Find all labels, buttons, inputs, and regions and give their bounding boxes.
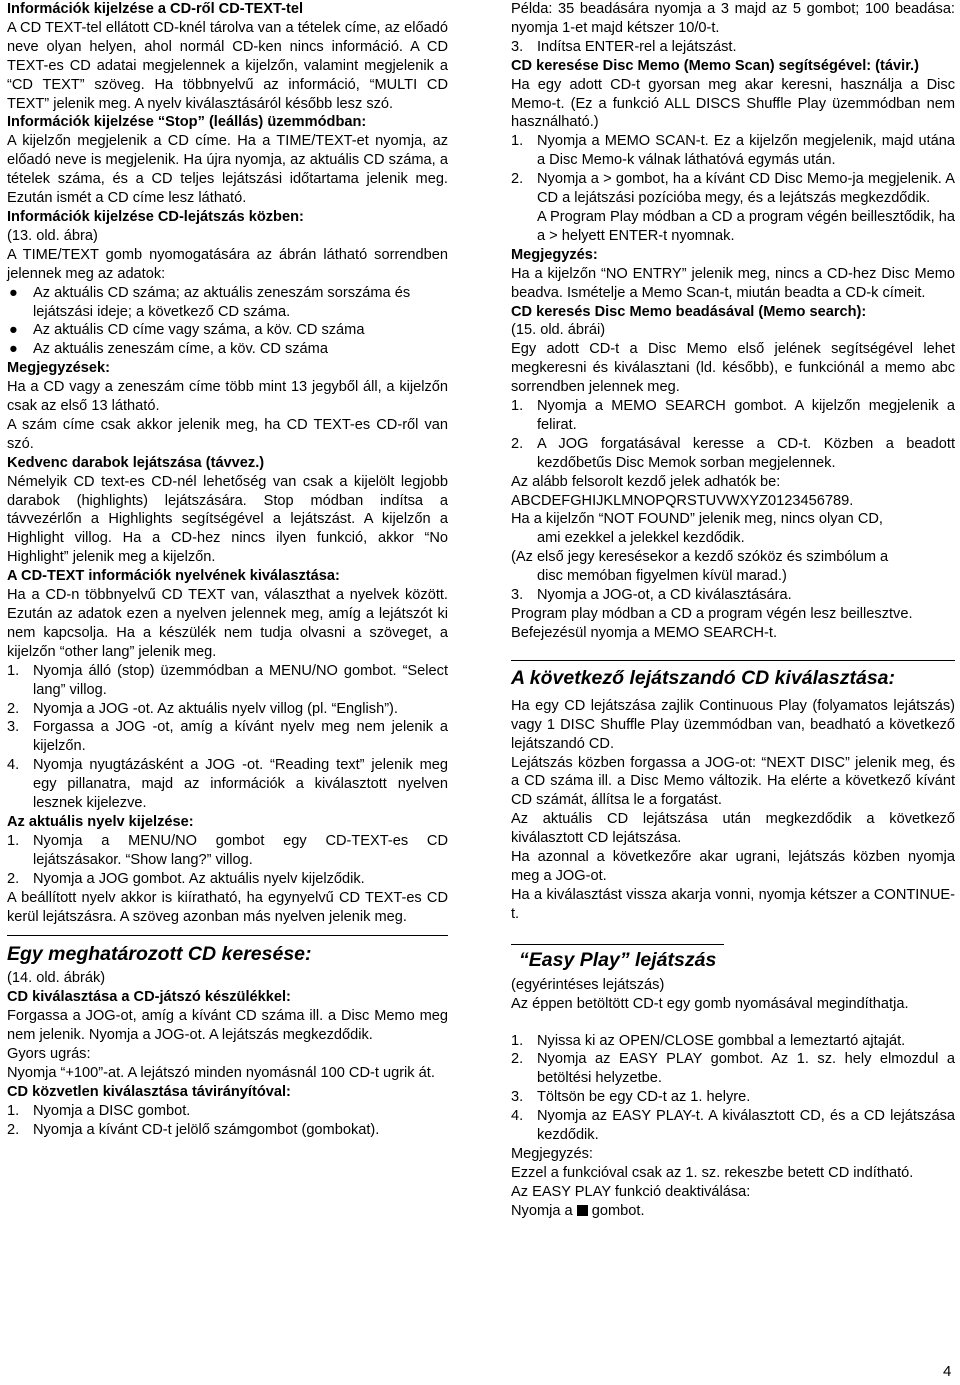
- next-cd-paragraph-3: Az aktuális CD lejátszása után megkezdődik a következő kiválasztott CD lejátszása.: [511, 811, 955, 847]
- list-item: 1. Nyomja álló (stop) üzemmódban a MENU/NO gombot. “Select lang” villog.: [7, 662, 448, 698]
- section-divider: [511, 660, 955, 661]
- list-item: 2. Nyomja a JOG gombot. Az aktuális nyelv kijelződik.: [7, 870, 365, 887]
- not-found-line-1: Ha a kijelzőn “NOT FOUND” jelenik meg, nincs olyan CD,: [511, 511, 883, 528]
- section-title-memo-search: CD keresés Disc Memo beadásával (Memo search):: [511, 303, 867, 320]
- easy-play-subtitle: (egyérintéses lejátszás): [511, 976, 665, 993]
- list-item: 4. Nyomja az EASY PLAY-t. A kiválasztott CD, és a CD lejátszása kezdődik.: [511, 1108, 955, 1144]
- list-item: 1. Nyissa ki az OPEN/CLOSE gombbal a lemeztartó ajtaját.: [511, 1032, 906, 1049]
- list-item: 3. Töltsön be egy CD-t az 1. helyre.: [511, 1089, 751, 1106]
- section-title-during-play: Információk kijelzése CD-lejátszás közben:: [7, 208, 304, 225]
- memo-search-steps-a: [511, 397, 955, 473]
- easy-play-steps: [511, 1032, 955, 1145]
- notes-title: Megjegyzések:: [7, 360, 111, 377]
- memo-scan-program-note: A Program Play módban a CD a program végén beillesztődik, ha a > helyett ENTER-t nyomnak.: [537, 208, 955, 244]
- notes-paragraph-1: Ha a CD vagy a zeneszám címe több mint 13 jegyből áll, a kijelzőn csak az első 13 látható.: [7, 379, 448, 415]
- example-paragraph: Példa: 35 beadására nyomja a 3 majd az 5 gombot; 100 beadása: nyomja 1-et majd kétszer 10/0-t.: [511, 1, 955, 36]
- section-title-highlights: Kedvenc darabok lejátszása (távvez.): [7, 454, 265, 471]
- quick-jump-title: Gyors ugrás:: [7, 1046, 91, 1063]
- memo-search-program-note: Program play módban a CD a program végén lesz beillesztve.: [511, 606, 913, 622]
- memo-search-finish: Befejezésül nyomja a MEMO SEARCH-t.: [511, 624, 778, 641]
- cdtext-paragraph: A CD TEXT-tel ellátott CD-knél tárolva van a tételek címe, az előadó neve olyan helyen, ahol normál CD-ken nincs információ. A CD TEXT-es CD adatai megjelennek a kijelzőn, valamint megjelenik a “CD TEXT” szöveg. Ha többnyelvű az információ, “MULTI CD TEXT” jelenik meg. A nyelv kiválasztásáról később lesz szó.: [7, 19, 448, 112]
- page-number: 4: [943, 1363, 952, 1380]
- space-note-line-1: (Az első jegy keresésekor a kezdő szóköz és szimbólum a: [511, 549, 889, 566]
- memo-search-paragraph: Egy adott CD-t a Disc Memo első jelének segítségével lehet megkeresni és kiválasztani (ld. később), e funkciónál a memo abc sorrendben jelennek meg.: [511, 341, 955, 396]
- list-item: 1. Nyomja a MEMO SCAN-t. Ez a kijelzőn megjelenik, majd utána a Disc Memo-k válnak láthatóvá egymás után.: [511, 133, 955, 169]
- list-item: 1. Nyomja a MENU/NO gombot egy CD-TEXT-es CD lejátszásakor. “Show lang?” villog.: [7, 832, 448, 868]
- list-item: 3. Nyomja a JOG-ot, a CD kiválasztására.: [511, 587, 792, 604]
- next-cd-paragraph-1: Ha egy CD lejátszása zajlik Continuous Play (folyamatos lejátszás) vagy 1 DISC Shuffle Play üzemmódban van, beadható a következő lejátszandó CD.: [511, 697, 955, 752]
- list-item: 2. Nyomja a kívánt CD-t jelölő számgombot (gombokat).: [7, 1121, 380, 1138]
- memo-search-ref: (15. old. ábrái): [511, 322, 606, 339]
- list-item: 2. A JOG forgatásával keresse a CD-t. Közben a beadott kezdőbetűs Disc Memok sorban megjelennek.: [511, 435, 955, 471]
- during-play-bullets: [7, 284, 448, 360]
- section-title-cdtext: Információk kijelzése a CD-ről CD-TEXT-tel: [7, 1, 304, 17]
- left-column: [7, 0, 448, 1140]
- section-divider: [7, 935, 448, 936]
- easy-play-paragraph: Az éppen betöltött CD-t egy gomb nyomásával megindíthatja.: [511, 995, 909, 1012]
- stop-square-icon: [577, 1205, 588, 1216]
- highlights-paragraph: Némelyik CD text-es CD-nél lehetőség van csak a kijelölt legjobb darabok (highlights) lejátszására. Stop módban indítsa a távvezérlőn a Highlights segítségével a lejátszást. A kijelzőn a Highlight villog. Ha a CD-hez nincs ilyen funkció, akkor “No Highlight” jelenik meg a kijelzőn.: [7, 473, 448, 566]
- space-note-line-2: disc memóban figyelmen kívül marad.): [537, 568, 787, 585]
- bullet-item: ● Az aktuális CD száma; az aktuális zeneszám sorszáma és lejátszási ideje; a következő CD száma.: [9, 284, 411, 320]
- memo-scan-paragraph: Ha egy adott CD-t gyorsan meg akar keresni, használja a Disc Memo-t. (Ez a funkció ALL DISCS Shuffle Play üzemmódban nem használható.): [511, 76, 955, 131]
- bullet-icon: ●: [9, 284, 18, 301]
- easy-play-note-text: Ezzel a funkcióval csak az 1. sz. rekeszbe betett CD indítható.: [511, 1164, 914, 1181]
- not-found-line-2: ami ezekkel a jelekkel kezdődik.: [537, 530, 745, 547]
- list-item: 4. Nyomja nyugtázásként a JOG -ot. “Reading text” jelenik meg egy pillanatra, majd az információk a kiválasztott nyelven lesznek kijelezve.: [7, 757, 448, 812]
- remote-steps: [7, 1102, 448, 1140]
- language-steps: [7, 662, 448, 813]
- list-item: 2. Nyomja a JOG -ot. Az aktuális nyelv villog (pl. “English”).: [7, 700, 398, 717]
- list-item: 2. Nyomja a > gombot, ha a kívánt CD Disc Memo-ja megjelenik. A CD a lejátszási pozícióba megy, és a lejátszás megkezdődik.: [511, 171, 955, 207]
- stop-mode-paragraph: A kijelzőn megjelenik a CD címe. Ha a TIME/TEXT-et nyomja, az előadó neve is megjelenik. Ha újra nyomja, az aktuális CD száma, a tételek száma, és a CD teljes lejátszási időtartama jelenik meg. Ezután ismét a CD címe lesz látható.: [7, 133, 448, 207]
- allowed-chars: ABCDEFGHIJKLMNOPQRSTUVWXYZ0123456789.: [511, 492, 854, 509]
- heading-next-cd: A következő lejátszandó CD kiválasztása:: [511, 666, 896, 689]
- current-language-steps: [7, 832, 448, 889]
- quick-jump-paragraph: Nyomja “+100”-at. A lejátszó minden nyomásnál 100 CD-t ugrik át.: [7, 1064, 435, 1081]
- easy-play-note-title: Megjegyzés:: [511, 1145, 593, 1162]
- during-play-paragraph: A TIME/TEXT gomb nyomogatására az ábrán látható sorrendben jelennek meg az adatok:: [7, 246, 448, 282]
- bullet-item: ● Az aktuális CD címe vagy száma, a köv. CD száma: [9, 322, 365, 339]
- find-cd-subtitle-player: CD kiválasztása a CD-játszó készülékkel:: [7, 989, 291, 1006]
- list-item: 2. Nyomja az EASY PLAY gombot. Az 1. sz. hely elmozdul a betöltési helyzetbe.: [511, 1051, 955, 1087]
- list-item: 1. Nyomja a DISC gombot.: [7, 1102, 191, 1119]
- heading-easy-play: “Easy Play” lejátszás: [519, 948, 717, 971]
- memo-scan-note-title: Megjegyzés:: [511, 246, 598, 263]
- current-language-paragraph: A beállított nyelv akkor is kiíratható, ha egynyelvű CD TEXT-es CD kerül lejátszásra. A szöveg azonban más nyelven jelenik meg.: [7, 889, 448, 925]
- bullet-item: ● Az aktuális zeneszám címe, a köv. CD száma: [9, 341, 328, 358]
- bullet-icon: ●: [9, 322, 18, 339]
- memo-search-steps-b: [511, 586, 955, 605]
- next-cd-paragraph-2: Lejátszás közben forgassa a JOG-ot: “NEXT DISC” jelenik meg, és a CD száma ill. a Disc Memo változik. Ha elérte a következő kívánt CD számát, állítsa le a forgatást.: [511, 754, 955, 809]
- easy-play-deactivate-title: Az EASY PLAY funkció deaktiválása:: [511, 1183, 751, 1200]
- heading-find-cd: Egy meghatározott CD keresése:: [7, 943, 312, 966]
- notes-paragraph-2: A szám címe csak akkor jelenik meg, ha CD TEXT-es CD-ről van szó.: [7, 416, 448, 452]
- during-play-ref: (13. old. ábra): [7, 227, 98, 244]
- right-column: [511, 0, 955, 1221]
- allowed-chars-label: Az alább felsorolt kezdő jelek adhatók be:: [511, 473, 781, 490]
- easy-play-deactivate-text: Nyomja a gombot.: [511, 1202, 645, 1219]
- list-item: 3. Indítsa ENTER-rel a lejátszást.: [511, 38, 737, 55]
- find-cd-ref: (14. old. ábrák): [7, 970, 106, 987]
- section-title-stop-mode: Információk kijelzése “Stop” (leállás) üzemmódban:: [7, 114, 367, 131]
- next-cd-paragraph-4: Ha azonnal a következőre akar ugrani, lejátszás közben nyomja meg a JOG-ot.: [511, 849, 955, 884]
- list-item: 3. Forgassa a JOG -ot, amíg a kívánt nyelv meg nem jelenik a kijelzőn.: [7, 719, 448, 755]
- list-item: 1. Nyomja a MEMO SEARCH gombot. A kijelzőn megjelenik a felirat.: [511, 398, 955, 433]
- find-cd-subtitle-remote: CD közvetlen kiválasztása távirányítóval:: [7, 1083, 291, 1100]
- memo-scan-note-text: Ha a kijelzőn “NO ENTRY” jelenik meg, nincs a CD-hez Disc Memo beadva. Ismételje a Memo Scan-t, miután beadta a CD-k címeit.: [511, 265, 955, 301]
- next-cd-paragraph-5: Ha a kiválasztást vissza akarja vonni, nyomja kétszer a CONTINUE-t.: [511, 886, 955, 922]
- section-title-current-language: Az aktuális nyelv kijelzése:: [7, 813, 194, 830]
- memo-scan-steps: [511, 132, 955, 208]
- bullet-icon: ●: [9, 341, 18, 358]
- find-cd-player-paragraph: Forgassa a JOG-ot, amíg a kívánt CD száma ill. a Disc Memo meg nem jelenik. Nyomja a JOG-ot. A lejátszás megkezdődik.: [7, 1008, 448, 1044]
- example-steps: [511, 38, 955, 57]
- section-title-memo-scan: CD keresése Disc Memo (Memo Scan) segítségével: (távir.): [511, 57, 919, 74]
- section-divider: [511, 944, 724, 945]
- section-title-language: A CD-TEXT információk nyelvének kiválasztása:: [7, 568, 340, 585]
- language-paragraph: Ha a CD-n többnyelvű CD TEXT van, választhat a nyelvek között. Ezután az adatok ezen a nyelven jelennek meg, amíg a lejátszót ki nem kapcsolja. Ha a készülék nem tudja olvasni a szöveget, a kijelzőn “other lang” jelenik meg.: [7, 587, 448, 660]
